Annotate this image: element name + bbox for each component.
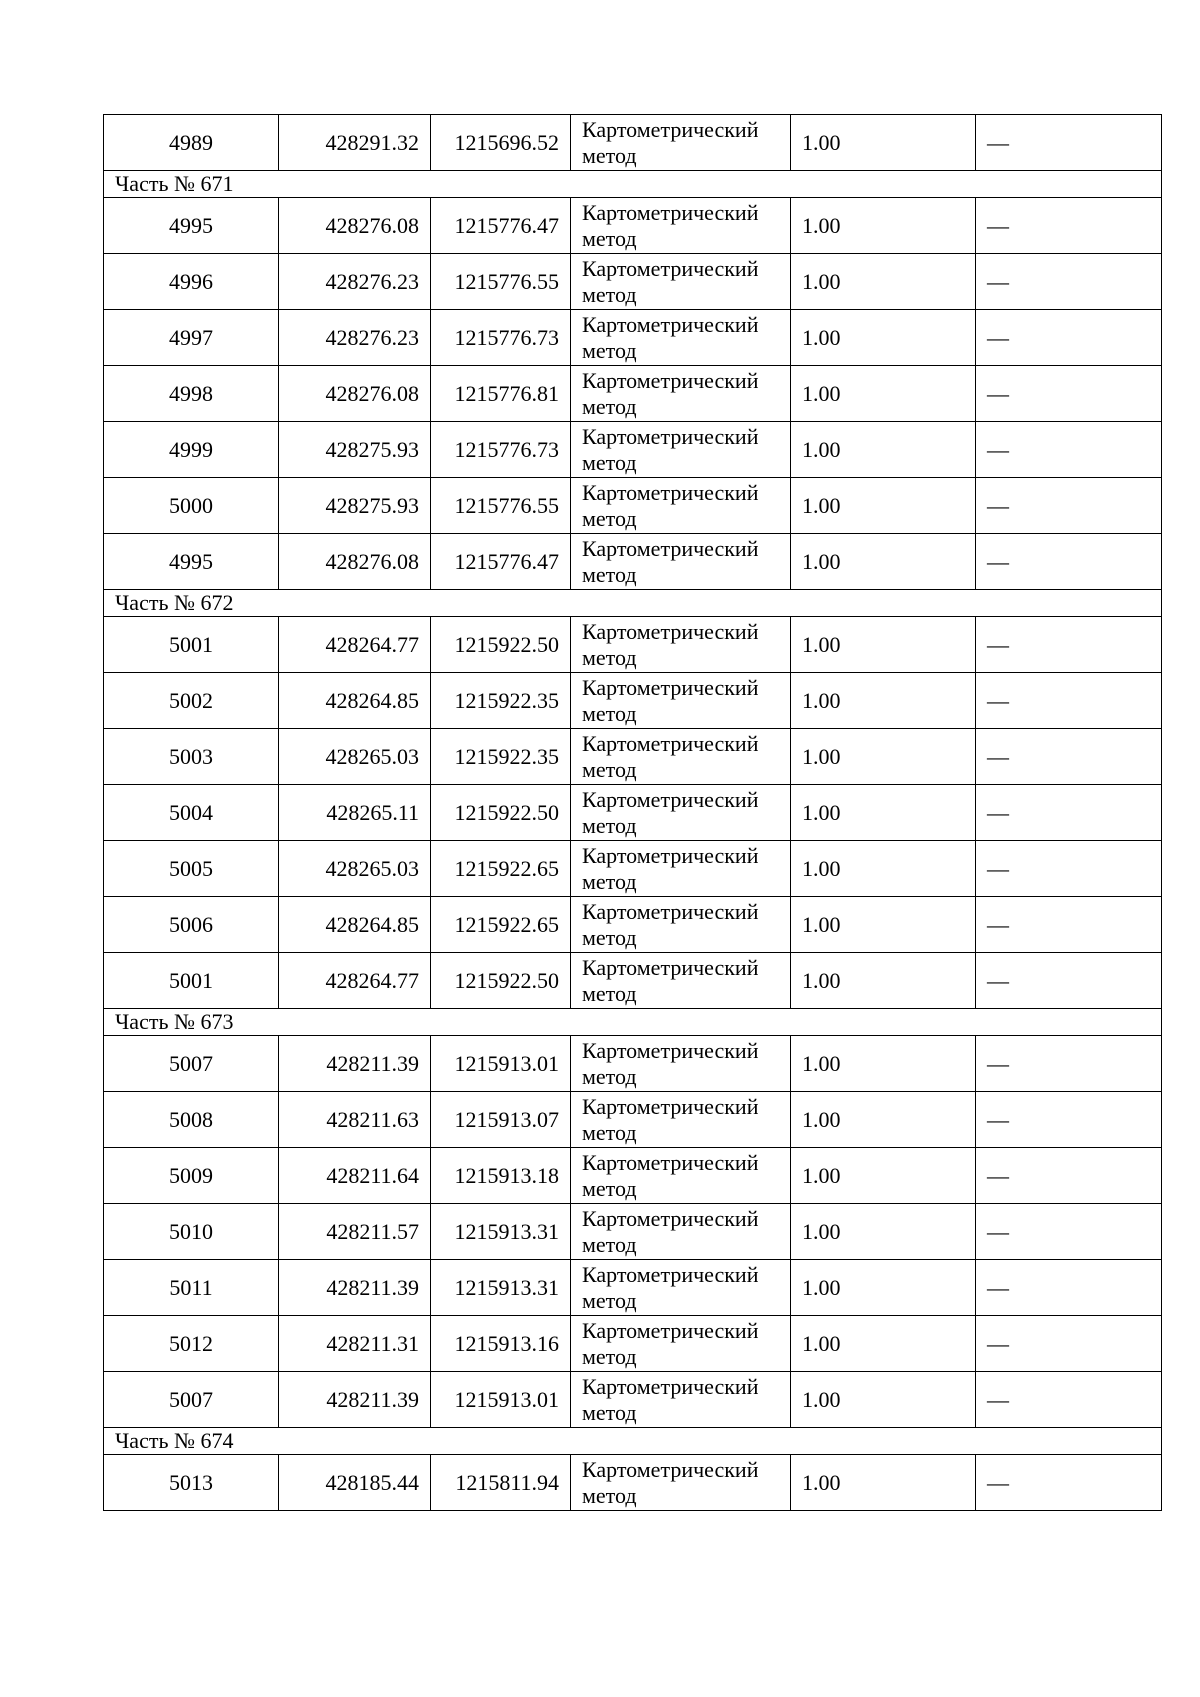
method-cell bbox=[571, 198, 791, 254]
precision-value: 1.00 bbox=[791, 115, 976, 171]
table-row bbox=[104, 897, 1162, 953]
table-row bbox=[104, 115, 1162, 171]
point-number: 5010 bbox=[104, 1204, 279, 1260]
coordinate-y: 1215776.55 bbox=[431, 478, 571, 534]
precision-value: 1.00 bbox=[791, 841, 976, 897]
point-number: 5012 bbox=[104, 1316, 279, 1372]
coordinates-table-body bbox=[104, 115, 1162, 1511]
table-row bbox=[104, 617, 1162, 673]
method-line-2: метод bbox=[582, 337, 637, 363]
method-cell bbox=[571, 841, 791, 897]
method-cell bbox=[571, 1036, 791, 1092]
point-number: 5004 bbox=[104, 785, 279, 841]
precision-value: 1.00 bbox=[791, 1204, 976, 1260]
point-number: 4989 bbox=[104, 115, 279, 171]
point-number: 5007 bbox=[104, 1036, 279, 1092]
method-line-1: Картометрический bbox=[582, 955, 759, 981]
note-dash: — bbox=[976, 953, 1162, 1009]
table-row bbox=[104, 254, 1162, 310]
section-header-row bbox=[104, 1009, 1162, 1036]
coordinate-y: 1215776.73 bbox=[431, 310, 571, 366]
table-row bbox=[104, 1148, 1162, 1204]
method-line-1: Картометрический bbox=[582, 1457, 759, 1483]
coordinate-x: 428211.63 bbox=[279, 1092, 431, 1148]
coordinate-y: 1215913.18 bbox=[431, 1148, 571, 1204]
method-line-2: метод bbox=[582, 1231, 637, 1257]
note-dash: — bbox=[976, 1455, 1162, 1511]
method-line-2: метод bbox=[582, 561, 637, 587]
point-number: 5002 bbox=[104, 673, 279, 729]
coordinate-x: 428276.08 bbox=[279, 534, 431, 590]
coordinate-x: 428211.64 bbox=[279, 1148, 431, 1204]
note-dash: — bbox=[976, 1260, 1162, 1316]
table-row bbox=[104, 478, 1162, 534]
coordinate-y: 1215776.47 bbox=[431, 198, 571, 254]
note-dash: — bbox=[976, 729, 1162, 785]
note-dash: — bbox=[976, 1092, 1162, 1148]
section-label: Часть № 673 bbox=[104, 1009, 1162, 1036]
table-row bbox=[104, 1455, 1162, 1511]
point-number: 4995 bbox=[104, 198, 279, 254]
precision-value: 1.00 bbox=[791, 1260, 976, 1316]
method-cell bbox=[571, 1316, 791, 1372]
table-row bbox=[104, 673, 1162, 729]
coordinate-y: 1215776.81 bbox=[431, 366, 571, 422]
table-row bbox=[104, 1372, 1162, 1428]
method-cell bbox=[571, 1372, 791, 1428]
precision-value: 1.00 bbox=[791, 1455, 976, 1511]
section-header-row bbox=[104, 1428, 1162, 1455]
precision-value: 1.00 bbox=[791, 673, 976, 729]
coordinate-y: 1215922.35 bbox=[431, 673, 571, 729]
note-dash: — bbox=[976, 254, 1162, 310]
coordinate-x: 428276.23 bbox=[279, 310, 431, 366]
point-number: 5005 bbox=[104, 841, 279, 897]
precision-value: 1.00 bbox=[791, 897, 976, 953]
coordinate-x: 428211.31 bbox=[279, 1316, 431, 1372]
table-row bbox=[104, 1260, 1162, 1316]
method-line-2: метод bbox=[582, 1343, 637, 1369]
coordinate-y: 1215922.50 bbox=[431, 953, 571, 1009]
coordinate-y: 1215922.35 bbox=[431, 729, 571, 785]
method-line-1: Картометрический bbox=[582, 1206, 759, 1232]
table-row bbox=[104, 785, 1162, 841]
precision-value: 1.00 bbox=[791, 1148, 976, 1204]
coordinate-y: 1215913.16 bbox=[431, 1316, 571, 1372]
coordinate-x: 428265.11 bbox=[279, 785, 431, 841]
method-cell bbox=[571, 534, 791, 590]
coordinate-y: 1215696.52 bbox=[431, 115, 571, 171]
section-label: Часть № 671 bbox=[104, 171, 1162, 198]
method-line-1: Картометрический bbox=[582, 200, 759, 226]
point-number: 5007 bbox=[104, 1372, 279, 1428]
table-row bbox=[104, 366, 1162, 422]
method-line-1: Картометрический bbox=[582, 424, 759, 450]
coordinate-x: 428264.77 bbox=[279, 617, 431, 673]
method-line-1: Картометрический bbox=[582, 619, 759, 645]
method-line-1: Картометрический bbox=[582, 312, 759, 338]
coordinate-x: 428185.44 bbox=[279, 1455, 431, 1511]
table-row bbox=[104, 953, 1162, 1009]
method-line-1: Картометрический bbox=[582, 1094, 759, 1120]
table-row bbox=[104, 1204, 1162, 1260]
method-line-1: Картометрический bbox=[582, 368, 759, 394]
coordinate-x: 428275.93 bbox=[279, 422, 431, 478]
method-line-2: метод bbox=[582, 1287, 637, 1313]
table-row bbox=[104, 1316, 1162, 1372]
point-number: 5009 bbox=[104, 1148, 279, 1204]
coordinate-y: 1215811.94 bbox=[431, 1455, 571, 1511]
coordinate-y: 1215922.50 bbox=[431, 785, 571, 841]
note-dash: — bbox=[976, 1372, 1162, 1428]
method-cell bbox=[571, 617, 791, 673]
method-line-2: метод bbox=[582, 1063, 637, 1089]
note-dash: — bbox=[976, 310, 1162, 366]
note-dash: — bbox=[976, 897, 1162, 953]
note-dash: — bbox=[976, 478, 1162, 534]
precision-value: 1.00 bbox=[791, 617, 976, 673]
coordinates-table bbox=[103, 114, 1162, 1511]
point-number: 5006 bbox=[104, 897, 279, 953]
coordinate-y: 1215913.31 bbox=[431, 1204, 571, 1260]
precision-value: 1.00 bbox=[791, 310, 976, 366]
precision-value: 1.00 bbox=[791, 953, 976, 1009]
point-number: 4999 bbox=[104, 422, 279, 478]
table-row bbox=[104, 729, 1162, 785]
note-dash: — bbox=[976, 115, 1162, 171]
table-row bbox=[104, 1036, 1162, 1092]
method-cell bbox=[571, 785, 791, 841]
point-number: 4996 bbox=[104, 254, 279, 310]
coordinate-y: 1215913.31 bbox=[431, 1260, 571, 1316]
method-line-1: Картометрический bbox=[582, 256, 759, 282]
coordinate-y: 1215913.01 bbox=[431, 1372, 571, 1428]
method-line-1: Картометрический bbox=[582, 480, 759, 506]
note-dash: — bbox=[976, 534, 1162, 590]
precision-value: 1.00 bbox=[791, 729, 976, 785]
coordinate-x: 428264.85 bbox=[279, 897, 431, 953]
method-line-2: метод bbox=[582, 393, 637, 419]
coordinate-x: 428211.39 bbox=[279, 1372, 431, 1428]
method-line-2: метод bbox=[582, 812, 637, 838]
method-line-2: метод bbox=[582, 644, 637, 670]
point-number: 5011 bbox=[104, 1260, 279, 1316]
method-line-1: Картометрический bbox=[582, 731, 759, 757]
method-line-1: Картометрический bbox=[582, 843, 759, 869]
method-line-2: метод bbox=[582, 756, 637, 782]
table-row bbox=[104, 422, 1162, 478]
method-line-2: метод bbox=[582, 449, 637, 475]
point-number: 4998 bbox=[104, 366, 279, 422]
note-dash: — bbox=[976, 366, 1162, 422]
precision-value: 1.00 bbox=[791, 198, 976, 254]
section-label: Часть № 672 bbox=[104, 590, 1162, 617]
point-number: 5001 bbox=[104, 953, 279, 1009]
coordinate-y: 1215922.65 bbox=[431, 897, 571, 953]
method-cell bbox=[571, 1092, 791, 1148]
method-line-2: метод bbox=[582, 1482, 637, 1508]
note-dash: — bbox=[976, 841, 1162, 897]
table-row bbox=[104, 841, 1162, 897]
method-cell bbox=[571, 422, 791, 478]
coordinate-x: 428276.08 bbox=[279, 366, 431, 422]
coordinate-y: 1215776.73 bbox=[431, 422, 571, 478]
coordinate-x: 428211.57 bbox=[279, 1204, 431, 1260]
method-cell bbox=[571, 897, 791, 953]
method-line-2: метод bbox=[582, 1175, 637, 1201]
precision-value: 1.00 bbox=[791, 1316, 976, 1372]
method-line-2: метод bbox=[582, 868, 637, 894]
table-row bbox=[104, 310, 1162, 366]
method-cell bbox=[571, 1260, 791, 1316]
precision-value: 1.00 bbox=[791, 366, 976, 422]
method-line-2: метод bbox=[582, 142, 637, 168]
method-line-1: Картометрический bbox=[582, 117, 759, 143]
coordinate-y: 1215922.65 bbox=[431, 841, 571, 897]
coordinate-y: 1215776.55 bbox=[431, 254, 571, 310]
note-dash: — bbox=[976, 1204, 1162, 1260]
method-line-1: Картометрический bbox=[582, 536, 759, 562]
table-row bbox=[104, 198, 1162, 254]
note-dash: — bbox=[976, 673, 1162, 729]
method-line-2: метод bbox=[582, 980, 637, 1006]
table-row bbox=[104, 534, 1162, 590]
precision-value: 1.00 bbox=[791, 422, 976, 478]
method-line-1: Картометрический bbox=[582, 1318, 759, 1344]
coordinate-x: 428265.03 bbox=[279, 841, 431, 897]
method-cell bbox=[571, 953, 791, 1009]
coordinate-x: 428276.23 bbox=[279, 254, 431, 310]
coordinate-y: 1215776.47 bbox=[431, 534, 571, 590]
method-line-1: Картометрический bbox=[582, 899, 759, 925]
method-line-1: Картометрический bbox=[582, 675, 759, 701]
method-line-2: метод bbox=[582, 700, 637, 726]
precision-value: 1.00 bbox=[791, 534, 976, 590]
method-line-2: метод bbox=[582, 225, 637, 251]
precision-value: 1.00 bbox=[791, 1036, 976, 1092]
table-row bbox=[104, 1092, 1162, 1148]
method-line-1: Картометрический bbox=[582, 787, 759, 813]
method-cell bbox=[571, 366, 791, 422]
precision-value: 1.00 bbox=[791, 1092, 976, 1148]
method-line-1: Картометрический bbox=[582, 1374, 759, 1400]
point-number: 4995 bbox=[104, 534, 279, 590]
coordinate-x: 428265.03 bbox=[279, 729, 431, 785]
coordinate-x: 428264.77 bbox=[279, 953, 431, 1009]
coordinate-y: 1215913.07 bbox=[431, 1092, 571, 1148]
method-cell bbox=[571, 115, 791, 171]
precision-value: 1.00 bbox=[791, 1372, 976, 1428]
note-dash: — bbox=[976, 1316, 1162, 1372]
coordinate-x: 428211.39 bbox=[279, 1036, 431, 1092]
method-line-1: Картометрический bbox=[582, 1038, 759, 1064]
note-dash: — bbox=[976, 1148, 1162, 1204]
point-number: 5008 bbox=[104, 1092, 279, 1148]
point-number: 5013 bbox=[104, 1455, 279, 1511]
coordinate-y: 1215913.01 bbox=[431, 1036, 571, 1092]
method-line-2: метод bbox=[582, 1399, 637, 1425]
note-dash: — bbox=[976, 422, 1162, 478]
method-cell bbox=[571, 1148, 791, 1204]
point-number: 5001 bbox=[104, 617, 279, 673]
method-line-2: метод bbox=[582, 281, 637, 307]
coordinate-x: 428264.85 bbox=[279, 673, 431, 729]
method-cell bbox=[571, 1455, 791, 1511]
method-line-2: метод bbox=[582, 505, 637, 531]
coordinate-y: 1215922.50 bbox=[431, 617, 571, 673]
note-dash: — bbox=[976, 617, 1162, 673]
note-dash: — bbox=[976, 785, 1162, 841]
coordinate-x: 428291.32 bbox=[279, 115, 431, 171]
precision-value: 1.00 bbox=[791, 254, 976, 310]
method-line-1: Картометрический bbox=[582, 1262, 759, 1288]
point-number: 5000 bbox=[104, 478, 279, 534]
section-label: Часть № 674 bbox=[104, 1428, 1162, 1455]
precision-value: 1.00 bbox=[791, 478, 976, 534]
method-cell bbox=[571, 673, 791, 729]
precision-value: 1.00 bbox=[791, 785, 976, 841]
coordinate-x: 428275.93 bbox=[279, 478, 431, 534]
method-line-2: метод bbox=[582, 924, 637, 950]
method-line-1: Картометрический bbox=[582, 1150, 759, 1176]
method-cell bbox=[571, 310, 791, 366]
note-dash: — bbox=[976, 1036, 1162, 1092]
coordinate-x: 428211.39 bbox=[279, 1260, 431, 1316]
point-number: 5003 bbox=[104, 729, 279, 785]
method-cell bbox=[571, 1204, 791, 1260]
point-number: 4997 bbox=[104, 310, 279, 366]
coordinate-x: 428276.08 bbox=[279, 198, 431, 254]
note-dash: — bbox=[976, 198, 1162, 254]
method-line-2: метод bbox=[582, 1119, 637, 1145]
section-header-row bbox=[104, 590, 1162, 617]
method-cell bbox=[571, 729, 791, 785]
section-header-row bbox=[104, 171, 1162, 198]
method-cell bbox=[571, 478, 791, 534]
method-cell bbox=[571, 254, 791, 310]
